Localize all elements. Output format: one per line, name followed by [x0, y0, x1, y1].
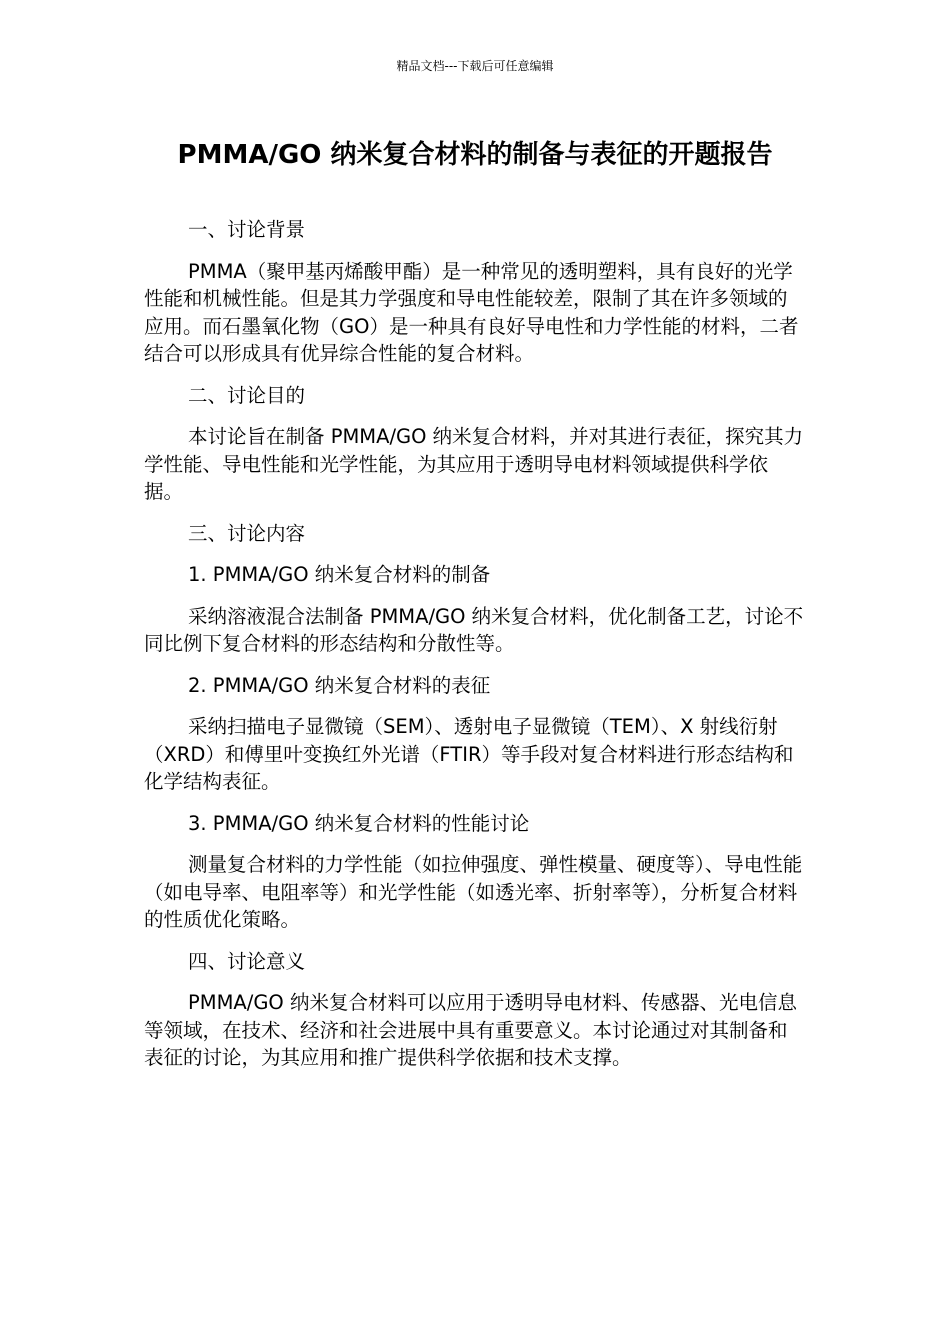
paragraph-performance: 测量复合材料的力学性能（如拉伸强度、弹性模量、硬度等）、导电性能（如电导率、电阻率等）和光学性能（如透光率、折射率等），分析复合材料的性质优化策略。: [144, 853, 803, 931]
subsection-heading-performance: 3. PMMA/GO 纳米复合材料的性能讨论: [188, 811, 530, 835]
paragraph-background: PMMA（聚甲基丙烯酸甲酯）是一种常见的透明塑料，具有良好的光学性能和机械性能。但是其力学强度和导电性能较差，限制了其在许多领域的应用。而石墨氧化物（GO）是一种具有良好导电性和力学性能的材料，二者结合可以形成具有优异综合性能的复合材料。: [144, 259, 799, 365]
section-heading-purpose: 二、讨论目的: [188, 383, 306, 407]
document-body: [144, 216, 806, 1086]
document-title: PMMA/GO 纳米复合材料的制备与表征的开题报告: [177, 140, 773, 170]
subsection-heading-preparation: 1. PMMA/GO 纳米复合材料的制备: [188, 563, 491, 586]
section-heading-significance: 四、讨论意义: [188, 949, 306, 973]
header-note: 精品文档---下载后可任意编辑: [396, 59, 554, 73]
subsection-heading-characterization: 2. PMMA/GO 纳米复合材料的表征: [188, 673, 491, 697]
paragraph-significance: PMMA/GO 纳米复合材料可以应用于透明导电材料、传感器、光电信息等领域，在技术、经济和社会进展中具有重要意义。本讨论通过对其制备和表征的讨论，为其应用和推广提供科学依据和技术支撑。: [144, 991, 797, 1069]
section-heading-content: 三、讨论内容: [188, 521, 306, 545]
section-heading-background: 一、讨论背景: [188, 218, 306, 241]
paragraph-characterization: 采纳扫描电子显微镜（SEM）、透射电子显微镜（TEM）、X 射线衍射（XRD）和傅里叶变换红外光谱（FTIR）等手段对复合材料进行形态结构和化学结构表征。: [144, 715, 794, 793]
paragraph-preparation: 采纳溶液混合法制备 PMMA/GO 纳米复合材料，优化制备工艺，讨论不同比例下复合材料的形态结构和分散性等。: [144, 604, 804, 655]
paragraph-purpose: 本讨论旨在制备 PMMA/GO 纳米复合材料，并对其进行表征，探究其力学性能、导电性能和光学性能，为其应用于透明导电材料领域提供科学依据。: [144, 425, 804, 503]
